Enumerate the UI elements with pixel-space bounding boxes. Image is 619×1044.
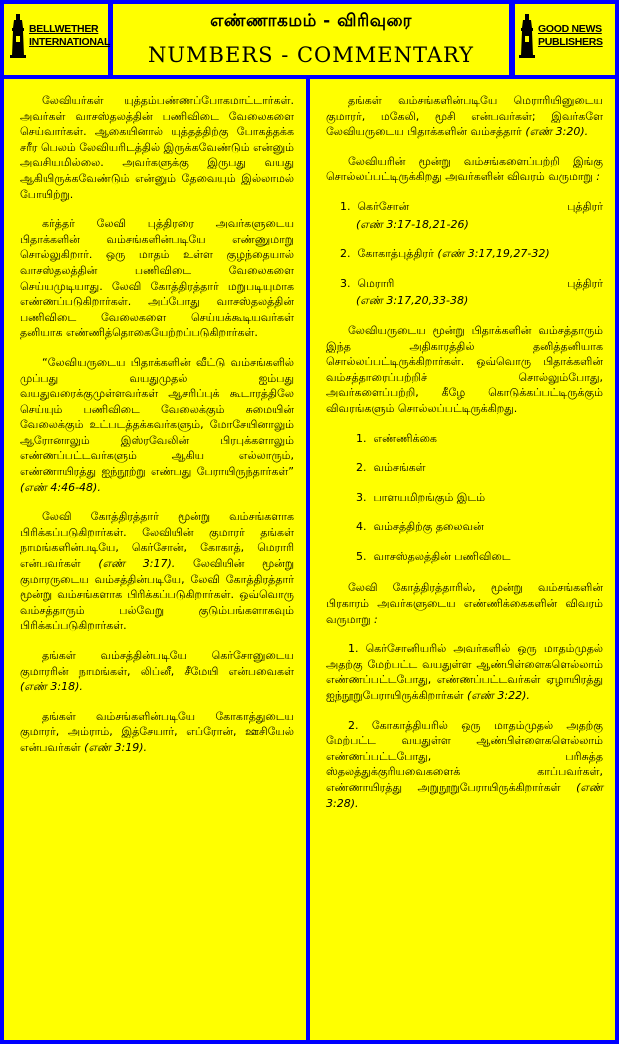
right-column [310, 79, 615, 1040]
list-item [326, 246, 603, 262]
paragraph-text: லேவி கோத்திரத்தாரில், மூன்று வம்சங்களின் பிரகாரம் அவர்களுடைய எண்ணிக்கைகளின் விவரம் வருமாறு [326, 581, 603, 626]
list-item [326, 431, 603, 447]
quote-text: “லேவியருடைய பிதாக்களின் வீட்டு வம்சங்களில் முப்பது வயதுமுதல் ஐம்பது வயதுவரைக்குமுள்ளவர்கள் ஆசரிப்புக் கூடாரத்திலே செய்யும் பணிவிடை வேலைக்கும் சுமையின் வேலைக்கும் உட்படத்தக்கவர்களும், மோசேயினாலும் ஆரோனாலும் இஸ்ரவேலின் பிரபுக்களாலும் எண்ணப்பட்டவர்களும் ஆகிய எல்லாரும், எண்ணாயிரத்து ஐந்நூற்று எண்பது பேராயிருந்தார்கள்” [20, 355, 294, 479]
header-right-logo-panel [515, 4, 615, 75]
son-word: புத்திரர் [567, 276, 603, 290]
left-paragraph-4 [20, 509, 294, 634]
left-column [4, 79, 306, 1040]
tower-icon [10, 14, 26, 58]
item-number: 1. [356, 431, 367, 445]
item-number: 3. [340, 276, 351, 290]
right-logo-line1: GOOD NEWS [538, 23, 602, 35]
paragraph-text: தங்கள் வம்சங்களின்படியே கோகாத்துடைய குமாரர், அம்ராம், இத்சேயார், எப்ரோன், ஊசியேல் என்பவர்கள் [20, 709, 294, 754]
son-name: கெர்சோன் [357, 199, 410, 213]
scripture-reference: (எண் 3:19). [84, 740, 148, 754]
item-number: 2. [356, 461, 367, 475]
scripture-reference: (எண் 3:17,19,27-32) [437, 247, 550, 261]
good-news-logo [519, 14, 603, 58]
left-paragraph-5 [20, 648, 294, 695]
left-logo-line2: INTERNATIONAL [29, 36, 111, 48]
sons-list [326, 199, 603, 309]
good-news-logo-text [538, 23, 603, 49]
item-label: வம்சத்திற்கு தலைவன் [373, 520, 484, 534]
list-item [326, 460, 603, 476]
item-label: வாசஸ்தலத்தின் பணிவிடை [373, 549, 511, 563]
right-logo-line2: PUBLISHERS [538, 36, 603, 48]
son-word: புத்திரர் [567, 199, 603, 213]
right-paragraph-2 [326, 154, 603, 185]
scripture-reference: (எண் 3:28). [326, 781, 603, 810]
paragraph-text: 2. கோகாத்தியரில் ஒரு மாதம்முதல் அதற்கு மேற்பட்ட வயதுள்ள ஆண்பிள்ளைகளெல்லாம் எண்ணப்பட்டபோது, பரிசுத்த ஸ்தலத்துக்குரியவைகளைக் காப்பவர்கள், எண்ணாயிரத்து அறுநூறுபேராயிருக்கிறார்கள் [326, 718, 603, 794]
item-number: 4. [356, 520, 367, 534]
paragraph-text: 1. கெர்சோனியரில் அவர்களில் ஒரு மாதம்முதல் அதற்கு மேற்பட்ட வயதுள்ள ஆண்பிள்ளைகளெல்லாம் எண்ணப்பட்டபோது, எண்ணப்பட்டவர்கள் ஏழாயிரத்து ஐந்நூறுபேராயிருக்கிறார்கள் [326, 642, 603, 703]
item-number: 3. [356, 490, 367, 504]
paragraph-text: லேவியரின் மூன்று வம்சங்களைப்பற்றி இங்கு சொல்லப்பட்டிருக்கிறது அவர்களின் விவரம் வருமாறு [326, 154, 603, 184]
left-paragraph-1: லேவியர்கள் யுத்தம்பண்ணப்போகமாட்டார்கள். அவர்கள் வாசஸ்தலத்தின் பணிவிடை வேலைகளை செய்வார்கள். ஆகையினால் யுத்தத்திற்கு போகத்தக்க சரீர பெலம் லேவியரிடத்தில் இருக்கவேண்டும் என்னும் அவசியமில்லை. அவர்களுக்கு இருபது வயது ஆகியிருக்கவேண்டும் என்னும் தேவையும் இல்லாமல் போயிற்று. [20, 94, 294, 201]
item-number: 5. [356, 549, 367, 563]
paragraph-text: தங்கள் வம்சத்தின்படியே கெர்சோனுடைய குமாரரின் நாமங்கள், லிப்னீ, சீமேயி என்பவைகள் [20, 649, 294, 678]
colon: : [374, 612, 378, 626]
list-item [326, 519, 603, 535]
paragraph-text: லேவியின் மூன்று குமாரருடைய வம்சத்தின்படியே, லேவி கோத்திரத்தார் மூன்று வம்சங்களாக பிரிக்கப்படுகிறார்கள். ஒவ்வொரு வம்சத்தாரும் பல்வேறு குடும்பங்களாகவும் பிரிக்கப்படுகிறார்கள். [20, 557, 295, 633]
bellwether-logo [10, 14, 110, 58]
scripture-reference: (எண் 3:17,20,33-38) [356, 294, 469, 308]
scripture-reference: (எண் 4:46-48). [20, 480, 101, 494]
tower-icon [519, 14, 535, 58]
scripture-reference: (எண் 3:17). [98, 557, 176, 571]
right-paragraph-1 [326, 93, 603, 140]
item-label: எண்ணிக்கை [373, 431, 437, 445]
item-number: 2. [340, 247, 351, 261]
right-paragraph-3: லேவியருடைய மூன்று பிதாக்களின் வம்சத்தாரும் இந்த அதிகாரத்தில் தனித்தனியாக சொல்லப்பட்டிருக்கிறார்கள். ஒவ்வொரு பிதாக்களின் வம்சத்தாரைப்பற்றிச் சொல்லும்போது, அவர்களைப்பற்றி, கீழே கொடுக்கப்பட்டிருக்கும் விவரங்களும் சொல்லப்பட்டிருக்கிறது. [326, 323, 603, 415]
bellwether-logo-text [29, 23, 110, 49]
left-paragraph-6 [20, 709, 294, 756]
header-left-logo-panel [4, 4, 111, 75]
left-logo-line1: BELLWETHER [29, 23, 99, 35]
colon: : [596, 170, 600, 184]
scripture-reference: (எண் 3:22). [467, 689, 530, 703]
left-paragraph-2: கர்த்தர் லேவி புத்திரரை அவர்களுடைய பிதாக்களின் வம்சங்களின்படியே எண்ணுமாறு சொல்லுகிறார். ஒரு மாதம் உள்ள குழந்தையால் வாசஸ்தலத்தின் பணிவிடை வேலைகளை செய்யமுடியாது. லேவி கோத்திரத்தார் மறுபடியுமாக எண்ணப்படுகிறார்கள். அப்போது வாசஸ்தலத்தின் பணிவிடை வேலைகளை செய்யக்கூடியவர்கள் தனியாக எண்ணித்தொகையேற்றப்படுகிறார்கள். [20, 217, 294, 340]
left-paragraph-3 [20, 355, 294, 495]
headings-list [326, 431, 603, 565]
list-item [326, 490, 603, 506]
son-name: மெராரி [357, 276, 395, 290]
scripture-reference: (எண் 3:20). [525, 125, 589, 139]
paragraph-text: லேவி கோத்திரத்தார் மூன்று வம்சங்களாக பிரிக்கப்படுகிறார்கள். லேவியின் குமாரர் தங்கள் நாமங்களின்படியே, கெர்சோன், கோகாத், மெராரி என்பவர்கள் [20, 510, 294, 571]
title-english: NUMBERS - COMMENTARY [147, 43, 475, 67]
item-label: வம்சங்கள் [373, 461, 426, 475]
scripture-reference: (எண் 3:17-18,21-26) [356, 217, 469, 231]
list-item [326, 199, 603, 232]
title-tamil: எண்ணாகமம் - விரிவுரை [210, 11, 412, 31]
scripture-reference: (எண் 3:18). [20, 680, 83, 694]
list-item [326, 276, 603, 309]
right-paragraph-4 [326, 580, 603, 627]
list-item [326, 549, 603, 565]
right-paragraph-5 [326, 641, 603, 703]
item-label: பாளயமிறங்கும் இடம் [373, 490, 486, 504]
paragraph-text: தங்கள் வம்சங்களின்படியே மெராரியினுடைய குமாரர், மகேலி, மூசி என்பவர்கள்; இவர்களே லேவியருடைய பிதாக்களின் வம்சத்தார் [326, 94, 603, 139]
son-name: கோகாத்புத்திரர் [357, 247, 434, 261]
item-number: 1. [340, 199, 351, 213]
right-paragraph-6 [326, 718, 603, 812]
header-title-panel [113, 4, 509, 75]
